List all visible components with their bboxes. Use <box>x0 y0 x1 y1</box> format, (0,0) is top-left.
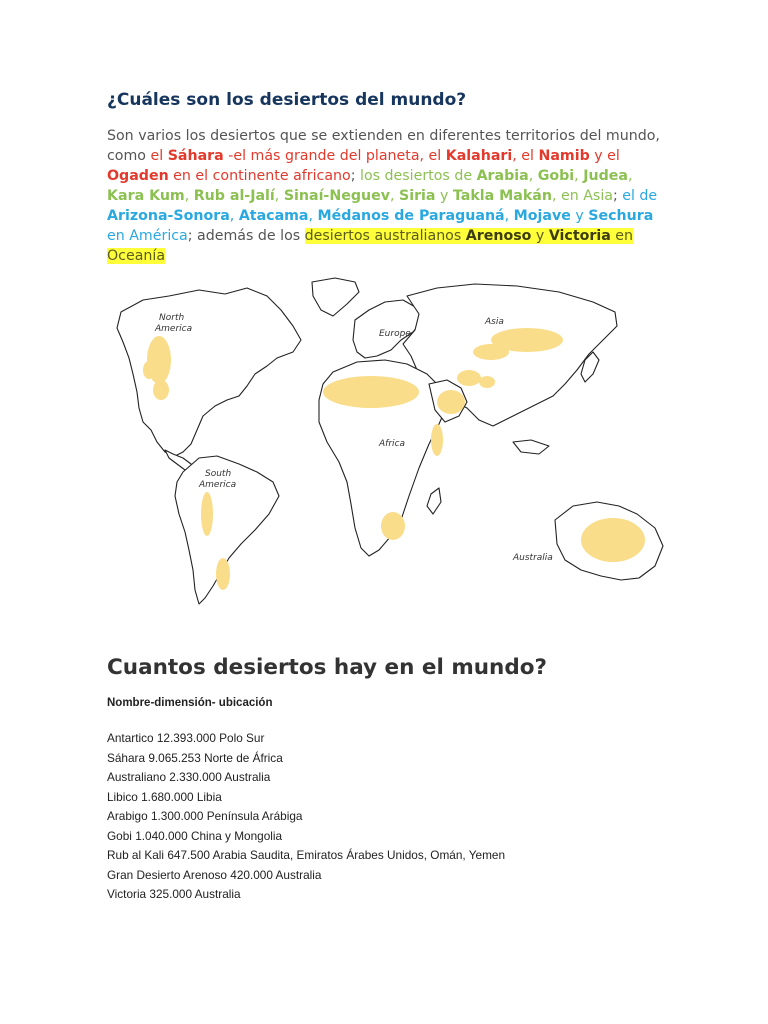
mojave-name: Mojave <box>513 208 571 224</box>
medanos-name: Médanos de Paraguaná <box>317 208 505 224</box>
sinai-name: Sinaí-Neguev <box>283 188 390 204</box>
paragraph-line-1: Son varios los desiertos que se extienden en diferentes territorios del mundo, <box>107 128 660 144</box>
desert-ogaden <box>431 424 443 456</box>
sahara-name: Sáhara <box>167 148 224 164</box>
desert-australia <box>581 518 645 562</box>
arabia-name: Arabia <box>476 168 529 184</box>
map-label-north-america-2: America <box>155 324 193 334</box>
atacama-name: Atacama <box>238 208 309 224</box>
desert-mojave <box>143 361 155 379</box>
takla-name: Takla Makán <box>452 188 552 204</box>
desert-list <box>107 729 505 905</box>
desert-sechura-atacama <box>201 492 213 536</box>
desert-iran <box>457 370 481 386</box>
rub-name: Rub al-Jalí <box>193 188 275 204</box>
paragraph-line-7 <box>107 246 667 266</box>
section-title-deserts: ¿Cuáles son los desiertos del mundo? <box>107 90 467 110</box>
kalahari-name: Kalahari <box>445 148 513 164</box>
paragraph-line-6: en América; además de los desiertos australianos Arenoso y Victoria en <box>107 228 634 244</box>
ogaden-name: Ogaden <box>107 168 169 184</box>
world-map-svg <box>107 274 670 612</box>
arizona-name: Arizona-Sonora <box>107 208 230 224</box>
siria-name: Siria <box>398 188 436 204</box>
list-item: Sáhara 9.065.253 Norte de África <box>107 750 283 765</box>
greenland-shape <box>312 278 359 316</box>
map-label-south-america: South <box>205 469 232 479</box>
desert-arabian <box>437 390 465 414</box>
desert-taklamakan <box>473 344 509 360</box>
intro-paragraph <box>107 126 667 266</box>
highlight-australian-deserts: desiertos australianos Arenoso y Victoria en <box>304 228 634 244</box>
victoria-name: Victoria <box>548 228 611 244</box>
list-item: Australiano 2.330.000 Australia <box>107 770 271 784</box>
paragraph-line-3: Ogaden en el continente africano; los desiertos de Arabia, Gobi, Judea, <box>107 168 633 184</box>
world-deserts-map <box>107 274 670 612</box>
list-item: Libico 1.680.000 Libia <box>107 789 222 804</box>
map-label-africa: Africa <box>379 439 405 449</box>
highlight-oceania: Oceanía <box>107 248 166 264</box>
list-item: Victoria 325.000 Australia <box>107 887 241 901</box>
map-label-south-america-2: America <box>199 480 237 490</box>
list-header: Nombre-dimensión- ubicación <box>107 697 273 709</box>
namib-name: Namib <box>538 148 590 164</box>
desert-arizona-sonora <box>153 380 169 400</box>
paragraph-line-2: como el Sáhara -el más grande del planeta, el Kalahari, el Namib y el <box>107 148 620 164</box>
list-item: Gran Desierto Arenoso 420.000 Australia <box>107 867 322 882</box>
paragraph-line-4: Kara Kum, Rub al-Jalí, Sinaí-Neguev, Siria y Takla Makán, en Asia; el de <box>107 188 658 204</box>
desert-patagonia <box>216 558 230 590</box>
judea-name: Judea <box>583 168 628 184</box>
desert-thar <box>479 376 495 388</box>
map-label-europe: Europe <box>379 329 411 339</box>
paragraph-line-5: Arizona-Sonora, Atacama, Médanos de Paraguaná, Mojave y Sechura <box>107 208 654 224</box>
karakum-name: Kara Kum <box>107 188 185 204</box>
sechura-name: Sechura <box>588 208 654 224</box>
map-label-asia: Asia <box>485 317 504 327</box>
list-item: Antartico 12.393.000 Polo Sur <box>107 731 265 745</box>
map-label-north-america: North <box>159 313 185 323</box>
list-item: Rub al Kali 647.500 Arabia Saudita, Emiratos Árabes Unidos, Omán, Yemen <box>107 848 506 862</box>
desert-sahara <box>323 376 419 408</box>
list-item: Arabigo 1.300.000 Península Arábiga <box>107 809 303 823</box>
list-item: Gobi 1.040.000 China y Mongolia <box>107 828 283 843</box>
madagascar-shape <box>427 488 441 514</box>
section-title-count: Cuantos desiertos hay en el mundo? <box>107 655 547 680</box>
indonesia-shape <box>513 440 549 454</box>
map-label-australia: Australia <box>513 553 553 563</box>
arenoso-name: Arenoso <box>465 228 532 244</box>
gobi-name: Gobi <box>537 168 575 184</box>
desert-kalahari <box>381 512 405 540</box>
